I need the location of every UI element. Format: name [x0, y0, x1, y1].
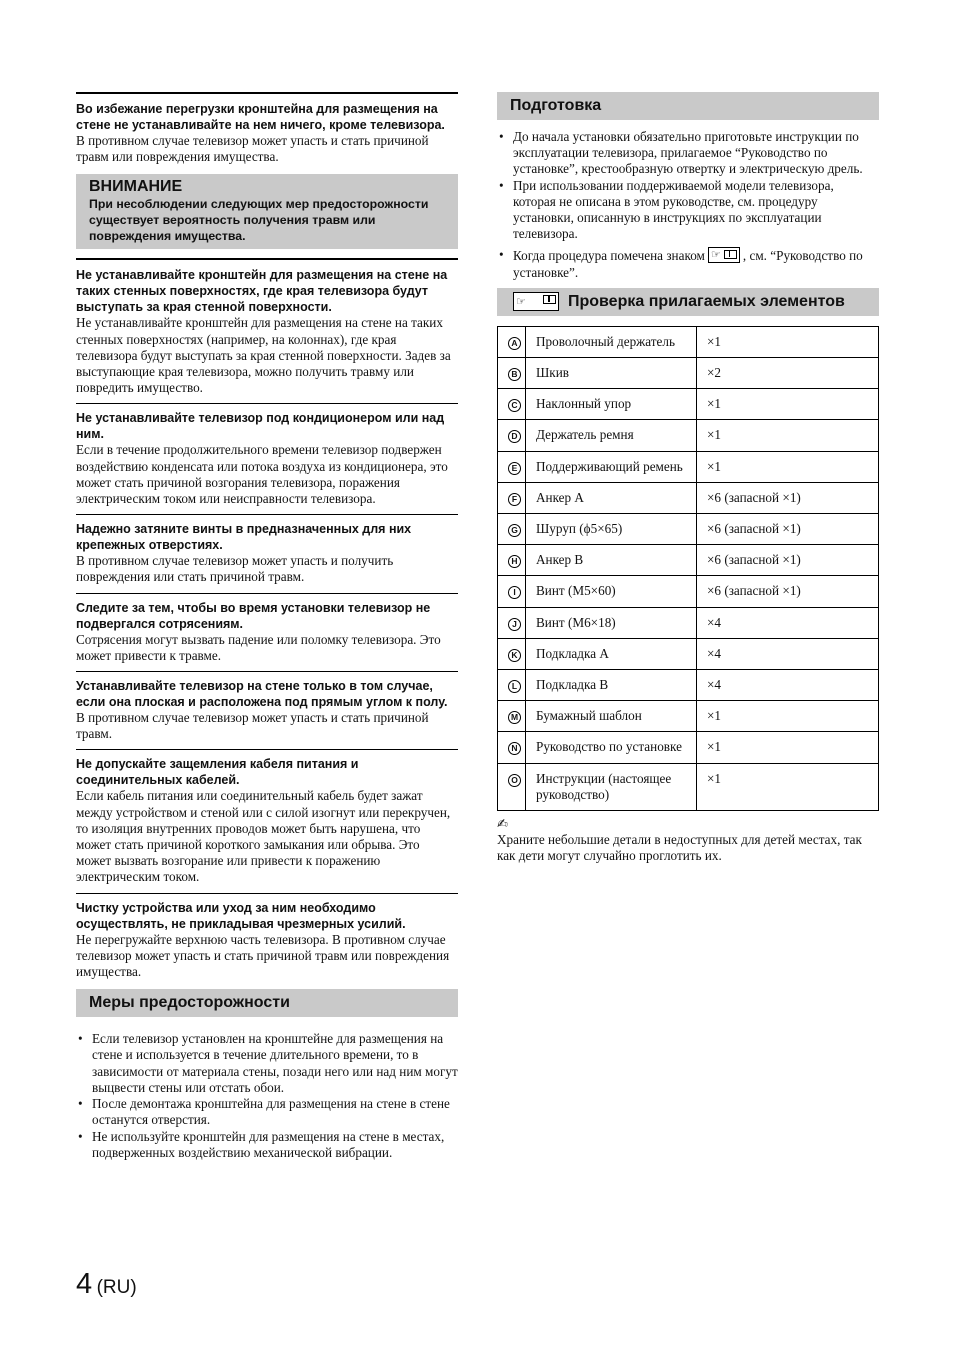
caution-block: [76, 514, 458, 592]
table-row: [498, 451, 879, 482]
part-letter-cell: [498, 514, 526, 545]
precautions-list: [76, 1031, 458, 1161]
part-name: Проволочный держатель: [526, 326, 697, 357]
part-letter: A: [508, 337, 521, 350]
block-text: Не устанавливайте кронштейн для размещения на стене на таких стенных поверхностях (например, на колоннах), где края телевизора будут выступать за края стенной поверхности. Задев за выступающие края телевизора, можно получить травму или повредить имущество.: [76, 315, 451, 396]
part-letter-cell: [498, 763, 526, 810]
part-letter: O: [508, 774, 521, 787]
parts-table: [497, 326, 879, 811]
note-text: Храните небольшие детали в недоступных для детей местах, так как дети могут случайно проглотить их.: [497, 832, 862, 864]
part-quantity: ×1: [697, 451, 879, 482]
caution-block: [76, 403, 458, 514]
block-text: Сотрясения могут вызвать падение или поломку телевизора. Это может привести к травме.: [76, 631, 441, 663]
caution-text: При несоблюдении следующих мер предосторожности существует вероятность получения травм или повреждения имущества.: [89, 197, 429, 244]
manual-reference-icon: ☞: [513, 292, 559, 311]
table-row: [498, 638, 879, 669]
part-letter: J: [508, 618, 521, 631]
preparation-list: [497, 129, 879, 281]
part-letter: I: [508, 586, 521, 599]
table-row: [498, 514, 879, 545]
precautions-heading: Меры предосторожности: [76, 989, 458, 1017]
part-name: Поддерживающий ремень: [526, 451, 697, 482]
part-letter-cell: [498, 732, 526, 763]
part-letter-cell: [498, 389, 526, 420]
table-row: [498, 482, 879, 513]
part-name: Шуруп (ϕ5×65): [526, 514, 697, 545]
table-row: [498, 670, 879, 701]
list-item: • После демонтажа кронштейна для размещения на стене в стене останутся отверстия.: [78, 1096, 450, 1128]
caution-box: [76, 174, 458, 249]
caution-title: ВНИМАНИЕ: [89, 178, 183, 196]
right-column: [497, 92, 879, 864]
part-name: Наклонный упор: [526, 389, 697, 420]
part-quantity: ×6 (запасной ×1): [697, 576, 879, 607]
list-item: • Не используйте кронштейн для размещения на стене в местах, подверженных воздействию механической вибрации.: [78, 1128, 445, 1160]
part-letter-cell: [498, 545, 526, 576]
table-row: [498, 732, 879, 763]
block-text: В противном случае телевизор может упасть и получить повреждения или стать причиной травм.: [76, 553, 394, 585]
part-name: Винт (M6×18): [526, 607, 697, 638]
part-quantity: ×1: [697, 326, 879, 357]
part-quantity: ×6 (запасной ×1): [697, 545, 879, 576]
page-number: [76, 1268, 137, 1301]
part-letter-cell: [498, 326, 526, 357]
part-quantity: ×4: [697, 670, 879, 701]
table-row: [498, 701, 879, 732]
part-letter: L: [508, 680, 521, 693]
block-heading: Во избежание перегрузки кронштейна для размещения на стене не устанавливайте на нем ничего, кроме телевизора.: [76, 102, 445, 132]
caution-block: [76, 671, 458, 749]
part-quantity: ×1: [697, 732, 879, 763]
part-quantity: ×4: [697, 638, 879, 669]
part-letter: B: [508, 368, 521, 381]
block-text: В противном случае телевизор может упасть и стать причиной травм.: [76, 710, 429, 742]
block-heading: Устанавливайте телевизор на стене только в том случае, если она плоская и расположена под прямым углом к полу.: [76, 679, 448, 710]
list-item: • Когда процедура помечена знаком ☞ , см. “Руководство по установке”.: [499, 247, 863, 280]
part-letter-cell: [498, 638, 526, 669]
table-row: [498, 358, 879, 389]
part-name: Шкив: [526, 358, 697, 389]
part-letter-cell: [498, 451, 526, 482]
block-heading: Надежно затяните винты в предназначенных для них крепежных отверстиях.: [76, 522, 412, 553]
caution-block: [76, 749, 458, 892]
part-name: Подкладка A: [526, 638, 697, 669]
part-quantity: ×1: [697, 420, 879, 451]
block-text: Если в течение продолжительного времени телевизор подвержен воздействию конденсата или потока воздуха из кондиционера, это может стать причиной возгорания телевизора, поражения электрическим током или неисправности телевизора.: [76, 442, 448, 507]
part-name: Руководство по установке: [526, 732, 697, 763]
list-item: • До начала установки обязательно приготовьте инструкции по эксплуатации телевизора, прилагаемое “Руководство по установке”, крестообразную отвертку и электрическую дрель.: [499, 129, 863, 177]
caution-list: [76, 258, 458, 987]
left-column: [76, 92, 458, 1161]
part-quantity: ×1: [697, 701, 879, 732]
manual-reference-icon: ☞: [708, 247, 740, 263]
note-pencil-icon: ✍: [497, 817, 508, 833]
part-quantity: ×6 (запасной ×1): [697, 514, 879, 545]
block-text: Если кабель питания или соединительный кабель будет зажат между устройством и стеной или с силой изогнут или перекручен, то изоляция внутренних проводов может быть нарушена, что может стать причиной короткого замыкания или обрыва. Это может вызвать возгорание или привести к поражению электрическим током.: [76, 788, 451, 885]
part-name: Держатель ремня: [526, 420, 697, 451]
part-letter: E: [508, 462, 521, 475]
page-language: (RU): [96, 1277, 137, 1298]
part-name: Подкладка B: [526, 670, 697, 701]
part-letter-cell: [498, 358, 526, 389]
part-letter: D: [508, 430, 521, 443]
table-row: [498, 607, 879, 638]
part-letter: F: [508, 493, 521, 506]
part-letter-cell: [498, 482, 526, 513]
part-letter-cell: [498, 576, 526, 607]
block-text: Не перегружайте верхнюю часть телевизора. В противном случае телевизор может упасть и стать причиной травм или повреждения имущества.: [76, 931, 450, 980]
warning-block: [76, 92, 458, 172]
table-row: [498, 763, 879, 810]
page-number-value: 4: [76, 1268, 93, 1300]
table-row: [498, 545, 879, 576]
part-quantity: ×2: [697, 358, 879, 389]
block-text: В противном случае телевизор может упасть и стать причиной травм или повреждения имущества.: [76, 133, 429, 165]
part-letter-cell: [498, 420, 526, 451]
part-letter-cell: [498, 670, 526, 701]
list-item: • Если телевизор установлен на кронштейне для размещения на стене и используется в течение длительного времени, то в зависимости от материала стены, позади него или над ним могут выцвести стены или отстать обои.: [78, 1031, 458, 1095]
table-row: [498, 326, 879, 357]
block-heading: Чистку устройства или уход за ним необходимо осуществлять, не прикладывая чрезмерных усилий.: [76, 900, 406, 931]
part-letter-cell: [498, 607, 526, 638]
part-letter-cell: [498, 701, 526, 732]
part-letter: C: [508, 399, 521, 412]
table-row: [498, 576, 879, 607]
block-heading: Не устанавливайте телевизор под кондиционером или над ним.: [76, 411, 445, 442]
preparation-heading: Подготовка: [497, 92, 879, 120]
part-name: Анкер B: [526, 545, 697, 576]
part-letter: M: [508, 711, 521, 724]
part-quantity: ×1: [697, 763, 879, 810]
part-letter: G: [508, 524, 521, 537]
part-quantity: ×6 (запасной ×1): [697, 482, 879, 513]
part-name: Бумажный шаблон: [526, 701, 697, 732]
part-quantity: ×4: [697, 607, 879, 638]
part-quantity: ×1: [697, 389, 879, 420]
list-item: • При использовании поддерживаемой модели телевизора, которая не описана в этом руководстве, см. процедуру установки, описанную в инструкциях по эксплуатации телевизора.: [499, 177, 834, 242]
part-name: Инструкции (настоящее руководство): [526, 763, 697, 810]
caution-block: [76, 593, 458, 671]
part-name: Винт (M5×60): [526, 576, 697, 607]
check-parts-heading: [497, 288, 879, 316]
block-heading: Не устанавливайте кронштейн для размещения на стене на таких стенных поверхностях, где края телевизора будут выступать за края стенной поверхности.: [76, 268, 448, 315]
part-letter: K: [508, 649, 521, 662]
table-row: [498, 389, 879, 420]
check-parts-title: Проверка прилагаемых элементов: [568, 292, 845, 310]
caution-block: [76, 893, 458, 988]
part-letter: H: [508, 555, 521, 568]
caution-block: [76, 258, 458, 403]
table-row: [498, 420, 879, 451]
part-name: Анкер A: [526, 482, 697, 513]
part-letter: N: [508, 742, 521, 755]
block-heading: Следите за тем, чтобы во время установки телевизор не подвергался сотрясениям.: [76, 600, 431, 631]
block-heading: Не допускайте защемления кабеля питания и соединительных кабелей.: [76, 757, 359, 788]
